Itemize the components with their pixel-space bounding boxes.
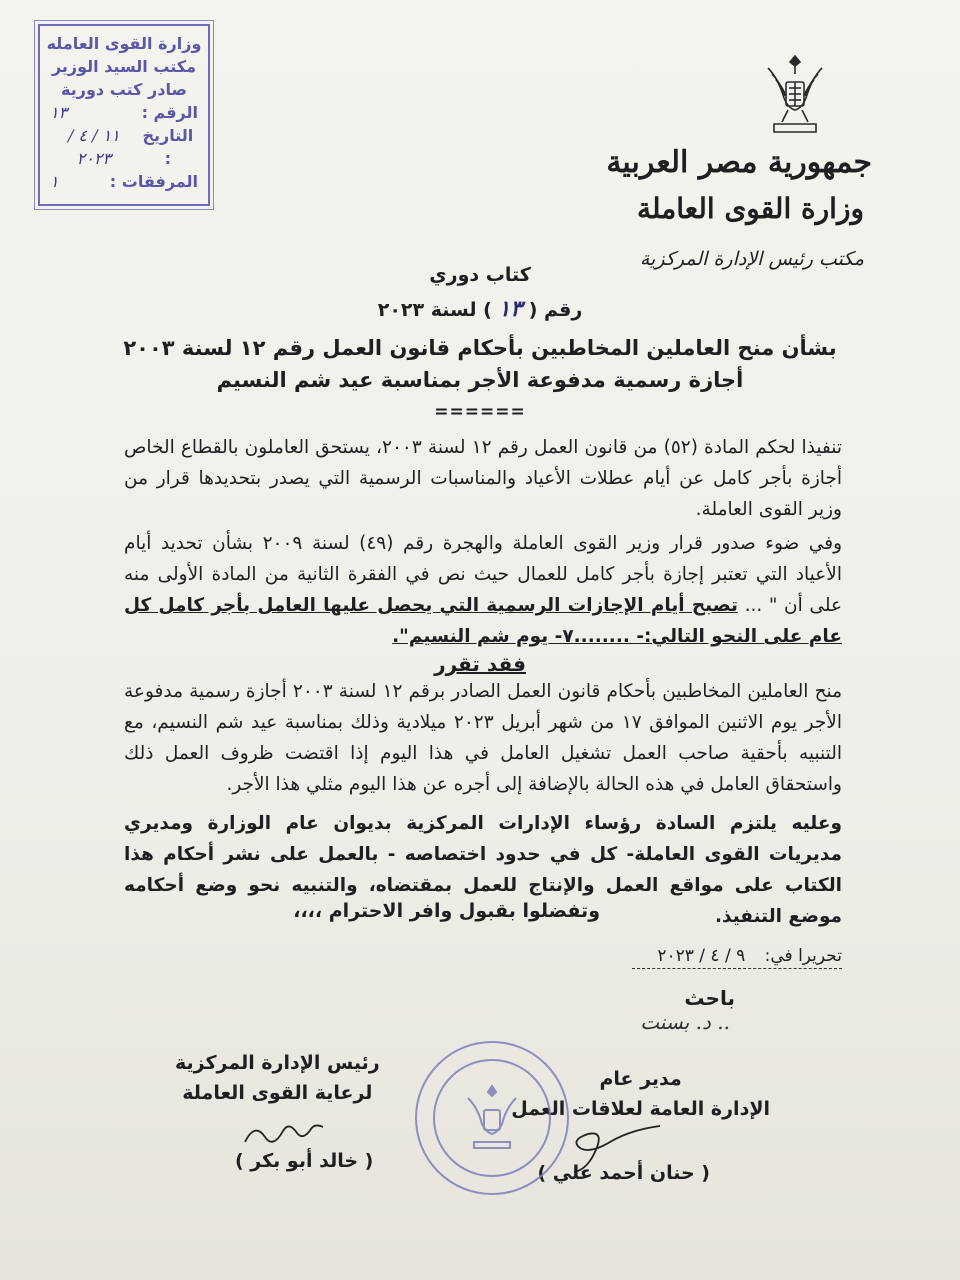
letterhead-office: مكتب رئيس الإدارة المركزية: [639, 248, 864, 270]
stamp-attachments-label: المرفقات :: [109, 172, 198, 191]
signatory-right-title: مدير عام: [599, 1068, 682, 1090]
stamp-line-type: صادر كتب دورية: [61, 80, 187, 99]
researcher-signature: د. بسنت ..: [640, 1010, 730, 1034]
issue-date-value: ٩ / ٤ / ٢٠٢٣: [657, 946, 746, 966]
letterhead-country: جمهورية مصر العربية: [606, 145, 872, 180]
stamp-line-ministry: وزارة القوى العامله: [46, 34, 202, 53]
stamp-attachments-row: [40, 170, 208, 193]
signatory-left: [175, 1048, 380, 1108]
decision-heading: فقد تقرر: [434, 652, 526, 676]
letterhead-ministry: وزارة القوى العاملة: [637, 192, 864, 225]
official-seal-icon: [412, 1038, 572, 1198]
issue-date-line: [632, 946, 842, 969]
doc-number-suffix: ) لسنة ٢٠٢٣: [377, 299, 492, 321]
title-separator: ======: [434, 402, 526, 422]
paragraph-2-text: وفي ضوء صدور قرار وزير القوى العاملة والهجرة رقم (٤٩) لسنة ٢٠٠٩ بشأن تحديد أيام الأعياد التي تعتبر إجازة بأجر كامل للعمال حيث نص في الفقرة الثانية من المادة الأولى منه على أن " ...: [124, 533, 843, 616]
subject-line-1: بشأن منح العاملين المخاطبين بأحكام قانون العمل رقم ١٢ لسنة ٢٠٠٣: [123, 336, 837, 360]
stamp-line-office: مكتب السيد الوزير: [51, 57, 197, 76]
signatory-right-name: ( حنان أحمد علي ): [537, 1162, 710, 1184]
paragraph-4: وعليه يلتزم السادة رؤساء الإدارات المركزية بديوان عام الوزارة ومديري مديريات القوى العاملة- كل في حدود اختصاصه - بالعمل على نشر أحكام هذا الكتاب على مواقع العمل والإنتاج للعمل بمقتضاه، والتنبيه نحو وضع أحكامه موضع التنفيذ.: [124, 813, 842, 927]
paragraph-2: [124, 528, 842, 652]
stamp-date-row: [40, 124, 208, 170]
doc-number-prefix: رقم (: [528, 299, 583, 321]
researcher-label: باحث: [684, 986, 735, 1010]
paragraph-2-quote: تصبح أيام الإجازات الرسمية التي يحصل عليها العامل بأجر كامل كل عام على النحو التالي:- ........٧- يوم شم النسيم".: [124, 595, 842, 647]
eagle-emblem-icon: [760, 50, 830, 140]
signatory-left-name: ( خالد أبو بكر ): [235, 1150, 374, 1172]
stamp-attachments-value: ١: [50, 172, 59, 191]
signatory-left-dept: لرعاية القوى العاملة: [182, 1082, 373, 1104]
stamp-number-row: [40, 101, 208, 124]
signatory-left-title: رئيس الإدارة المركزية: [175, 1052, 380, 1074]
doc-number-line: [0, 296, 960, 322]
doc-number-value: ١٣: [498, 296, 523, 322]
closing-salutation: وتفضلوا بقبول وافر الاحترام ،،،،: [293, 900, 600, 922]
signature-left-icon: [240, 1112, 330, 1152]
signature-right-icon: [560, 1118, 670, 1178]
received-stamp: [38, 24, 210, 206]
doc-type-title: كتاب دوري: [429, 264, 531, 286]
stamp-date-value: ١١ / ٤ / ٢٠٢٣: [67, 126, 120, 168]
stamp-number-value: ١٣: [50, 103, 68, 122]
subject-line-2: أجازة رسمية مدفوعة الأجر بمناسبة عيد شم النسيم: [216, 368, 744, 392]
issue-date-label: تحريرا في:: [764, 946, 842, 966]
paragraph-1: تنفيذا لحكم المادة (٥٢) من قانون العمل رقم ١٢ لسنة ٢٠٠٣، يستحق العاملون بالقطاع الخاص أجازة بأجر كامل عن أيام عطلات الأعياد والمناسبات الرسمية التي يصدر بتحديدها قرار من وزير القوى العاملة.: [124, 437, 843, 520]
signatory-right-dept: الإدارة العامة لعلاقات العمل: [511, 1098, 770, 1120]
stamp-number-label: الرقم :: [141, 103, 198, 122]
paragraph-3: منح العاملين المخاطبين بأحكام قانون العمل الصادر برقم ١٢ لسنة ٢٠٠٣ أجازة رسمية مدفوعة الأجر يوم الاثنين الموافق ١٧ من شهر أبريل ٢٠٢٣ ميلادية وذلك بمناسبة عيد شم النسيم، مع التنبيه بأحقية صاحب العمل تشغيل العامل في هذا اليوم إذا اقتضت ظروف العمل ذلك واستحقاق العامل في هذه الحالة بالإضافة إلى أجره عن هذا اليوم مثلي هذا الأجر.: [124, 681, 843, 795]
stamp-date-label: التاريخ :: [142, 126, 194, 168]
